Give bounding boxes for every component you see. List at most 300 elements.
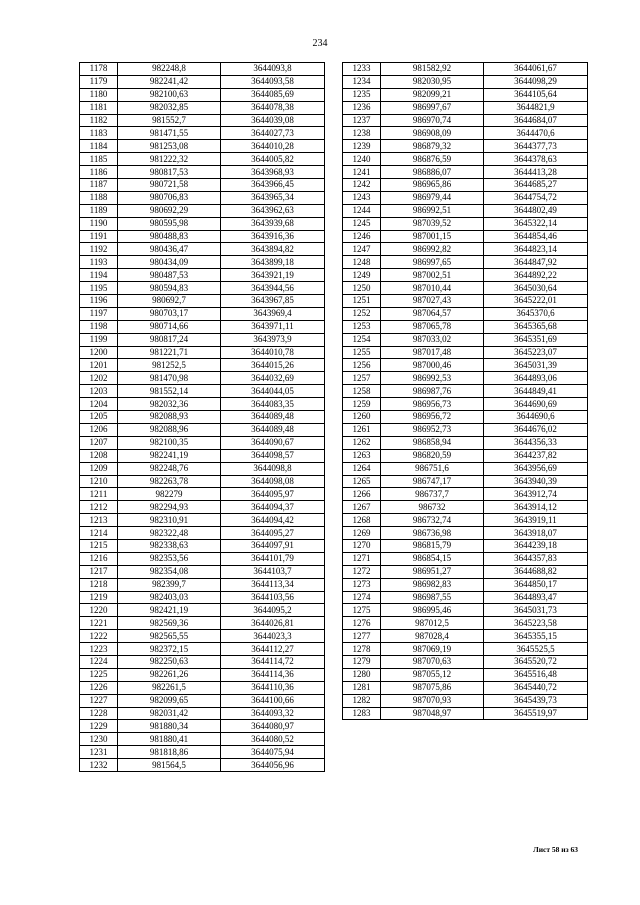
- point-number-cell: 1208: [80, 449, 118, 462]
- y-coordinate-cell: 3644005,82: [221, 153, 325, 166]
- page-number: 234: [312, 38, 328, 49]
- y-coordinate-cell: 3644684,07: [484, 114, 588, 127]
- y-coordinate-cell: 3645355,15: [484, 630, 588, 643]
- table-row: [80, 88, 325, 101]
- point-number-cell: 1240: [343, 153, 381, 166]
- x-coordinate-cell: 987070,63: [381, 655, 484, 668]
- x-coordinate-cell: 986987,55: [381, 591, 484, 604]
- point-number-cell: 1195: [80, 282, 118, 295]
- y-coordinate-cell: 3644090,67: [221, 436, 325, 449]
- table-row: [343, 153, 588, 166]
- table-row: [343, 243, 588, 256]
- x-coordinate-cell: 981221,71: [118, 346, 221, 359]
- x-coordinate-cell: 986737,7: [381, 488, 484, 501]
- x-coordinate-cell: 982099,21: [381, 88, 484, 101]
- x-coordinate-cell: 986876,59: [381, 153, 484, 166]
- x-coordinate-cell: 982248,8: [118, 63, 221, 76]
- table-row: [343, 591, 588, 604]
- point-number-cell: 1185: [80, 153, 118, 166]
- y-coordinate-cell: 3644094,37: [221, 501, 325, 514]
- x-coordinate-cell: 986956,73: [381, 398, 484, 411]
- x-coordinate-cell: 982248,76: [118, 462, 221, 475]
- x-coordinate-cell: 982263,78: [118, 475, 221, 488]
- x-coordinate-cell: 982032,85: [118, 101, 221, 114]
- table-row: [343, 75, 588, 88]
- y-coordinate-cell: 3643940,39: [484, 475, 588, 488]
- y-coordinate-cell: 3644690,69: [484, 398, 588, 411]
- x-coordinate-cell: 987027,43: [381, 295, 484, 308]
- table-row: [80, 552, 325, 565]
- table-row: [343, 707, 588, 720]
- y-coordinate-cell: 3644754,72: [484, 191, 588, 204]
- table-row: [80, 63, 325, 76]
- y-coordinate-cell: 3645370,6: [484, 307, 588, 320]
- x-coordinate-cell: 982032,36: [118, 398, 221, 411]
- point-number-cell: 1265: [343, 475, 381, 488]
- table-row: [80, 617, 325, 630]
- y-coordinate-cell: 3643918,07: [484, 527, 588, 540]
- y-coordinate-cell: 3643899,18: [221, 256, 325, 269]
- table-row: [80, 746, 325, 759]
- table-row: [80, 295, 325, 308]
- y-coordinate-cell: 3644010,28: [221, 140, 325, 153]
- table-row: [343, 694, 588, 707]
- y-coordinate-cell: 3644061,67: [484, 63, 588, 76]
- y-coordinate-cell: 3644357,83: [484, 552, 588, 565]
- x-coordinate-cell: 982569,36: [118, 617, 221, 630]
- table-row: [80, 539, 325, 552]
- table-row: [80, 411, 325, 424]
- table-row: [80, 333, 325, 346]
- x-coordinate-cell: 982354,08: [118, 565, 221, 578]
- table-row: [343, 643, 588, 656]
- point-number-cell: 1197: [80, 307, 118, 320]
- x-coordinate-cell: 982241,42: [118, 75, 221, 88]
- x-coordinate-cell: 982294,93: [118, 501, 221, 514]
- y-coordinate-cell: 3644103,7: [221, 565, 325, 578]
- x-coordinate-cell: 980692,29: [118, 204, 221, 217]
- point-number-cell: 1191: [80, 230, 118, 243]
- x-coordinate-cell: 982241,19: [118, 449, 221, 462]
- table-row: [80, 191, 325, 204]
- table-row: [80, 565, 325, 578]
- table-row: [80, 449, 325, 462]
- x-coordinate-cell: 987070,93: [381, 694, 484, 707]
- table-row: [343, 217, 588, 230]
- table-row: [343, 230, 588, 243]
- x-coordinate-cell: 980817,53: [118, 166, 221, 179]
- table-row: [343, 436, 588, 449]
- point-number-cell: 1196: [80, 295, 118, 308]
- y-coordinate-cell: 3644026,81: [221, 617, 325, 630]
- x-coordinate-cell: 981470,98: [118, 372, 221, 385]
- point-number-cell: 1269: [343, 527, 381, 540]
- x-coordinate-cell: 987001,15: [381, 230, 484, 243]
- y-coordinate-cell: 3643944,56: [221, 282, 325, 295]
- y-coordinate-cell: 3644105,64: [484, 88, 588, 101]
- x-coordinate-cell: 986751,6: [381, 462, 484, 475]
- y-coordinate-cell: 3644356,33: [484, 436, 588, 449]
- point-number-cell: 1230: [80, 733, 118, 746]
- y-coordinate-cell: 3644056,96: [221, 759, 325, 772]
- y-coordinate-cell: 3644044,05: [221, 385, 325, 398]
- x-coordinate-cell: 980703,17: [118, 307, 221, 320]
- y-coordinate-cell: 3643971,11: [221, 320, 325, 333]
- x-coordinate-cell: 980692,7: [118, 295, 221, 308]
- table-row: [343, 617, 588, 630]
- x-coordinate-cell: 987069,19: [381, 643, 484, 656]
- y-coordinate-cell: 3644685,27: [484, 179, 588, 192]
- point-number-cell: 1253: [343, 320, 381, 333]
- y-coordinate-cell: 3643919,11: [484, 514, 588, 527]
- point-number-cell: 1251: [343, 295, 381, 308]
- point-number-cell: 1250: [343, 282, 381, 295]
- x-coordinate-cell: 986979,44: [381, 191, 484, 204]
- point-number-cell: 1180: [80, 88, 118, 101]
- table-row: [343, 359, 588, 372]
- coordinates-table-right: [342, 62, 588, 720]
- point-number-cell: 1221: [80, 617, 118, 630]
- x-coordinate-cell: 987002,51: [381, 269, 484, 282]
- y-coordinate-cell: 3645520,72: [484, 655, 588, 668]
- x-coordinate-cell: 986997,65: [381, 256, 484, 269]
- table-row: [343, 565, 588, 578]
- table-row: [343, 475, 588, 488]
- y-coordinate-cell: 3645030,64: [484, 282, 588, 295]
- y-coordinate-cell: 3644821,9: [484, 101, 588, 114]
- point-number-cell: 1249: [343, 269, 381, 282]
- point-number-cell: 1213: [80, 514, 118, 527]
- point-number-cell: 1201: [80, 359, 118, 372]
- table-row: [80, 359, 325, 372]
- x-coordinate-cell: 982099,65: [118, 694, 221, 707]
- point-number-cell: 1275: [343, 604, 381, 617]
- table-row: [80, 720, 325, 733]
- x-coordinate-cell: 982100,35: [118, 436, 221, 449]
- point-number-cell: 1186: [80, 166, 118, 179]
- y-coordinate-cell: 3644094,42: [221, 514, 325, 527]
- y-coordinate-cell: 3643956,69: [484, 462, 588, 475]
- x-coordinate-cell: 987039,52: [381, 217, 484, 230]
- point-number-cell: 1206: [80, 423, 118, 436]
- point-number-cell: 1246: [343, 230, 381, 243]
- table-row: [80, 269, 325, 282]
- point-number-cell: 1260: [343, 411, 381, 424]
- y-coordinate-cell: 3644112,27: [221, 643, 325, 656]
- x-coordinate-cell: 986747,17: [381, 475, 484, 488]
- x-coordinate-cell: 980487,53: [118, 269, 221, 282]
- y-coordinate-cell: 3644093,58: [221, 75, 325, 88]
- point-number-cell: 1264: [343, 462, 381, 475]
- x-coordinate-cell: 980595,98: [118, 217, 221, 230]
- table-row: [343, 411, 588, 424]
- x-coordinate-cell: 981253,08: [118, 140, 221, 153]
- point-number-cell: 1257: [343, 372, 381, 385]
- table-row: [343, 398, 588, 411]
- y-coordinate-cell: 3644688,82: [484, 565, 588, 578]
- y-coordinate-cell: 3645525,5: [484, 643, 588, 656]
- x-coordinate-cell: 986951,27: [381, 565, 484, 578]
- y-coordinate-cell: 3644089,48: [221, 411, 325, 424]
- x-coordinate-cell: 981222,32: [118, 153, 221, 166]
- y-coordinate-cell: 3644032,69: [221, 372, 325, 385]
- x-coordinate-cell: 982399,7: [118, 578, 221, 591]
- y-coordinate-cell: 3644075,94: [221, 746, 325, 759]
- x-coordinate-cell: 981582,92: [381, 63, 484, 76]
- y-coordinate-cell: 3643914,12: [484, 501, 588, 514]
- point-number-cell: 1245: [343, 217, 381, 230]
- table-row: [343, 127, 588, 140]
- point-number-cell: 1242: [343, 179, 381, 192]
- point-number-cell: 1183: [80, 127, 118, 140]
- point-number-cell: 1225: [80, 668, 118, 681]
- x-coordinate-cell: 986965,86: [381, 179, 484, 192]
- point-number-cell: 1226: [80, 681, 118, 694]
- y-coordinate-cell: 3645440,72: [484, 681, 588, 694]
- y-coordinate-cell: 3644114,36: [221, 668, 325, 681]
- table-row: [80, 604, 325, 617]
- x-coordinate-cell: 982250,63: [118, 655, 221, 668]
- point-number-cell: 1189: [80, 204, 118, 217]
- table-row: [80, 75, 325, 88]
- point-number-cell: 1209: [80, 462, 118, 475]
- table-row: [343, 604, 588, 617]
- point-number-cell: 1188: [80, 191, 118, 204]
- table-row: [80, 707, 325, 720]
- table-row: [343, 527, 588, 540]
- point-number-cell: 1271: [343, 552, 381, 565]
- table-row: [80, 733, 325, 746]
- y-coordinate-cell: 3645223,07: [484, 346, 588, 359]
- y-coordinate-cell: 3644377,73: [484, 140, 588, 153]
- x-coordinate-cell: 986995,46: [381, 604, 484, 617]
- y-coordinate-cell: 3645519,97: [484, 707, 588, 720]
- point-number-cell: 1254: [343, 333, 381, 346]
- table-row: [80, 372, 325, 385]
- table-row: [80, 166, 325, 179]
- x-coordinate-cell: 982565,55: [118, 630, 221, 643]
- table-row: [343, 166, 588, 179]
- point-number-cell: 1277: [343, 630, 381, 643]
- x-coordinate-cell: 986987,76: [381, 385, 484, 398]
- x-coordinate-cell: 982338,63: [118, 539, 221, 552]
- point-number-cell: 1283: [343, 707, 381, 720]
- y-coordinate-cell: 3644093,8: [221, 63, 325, 76]
- point-number-cell: 1192: [80, 243, 118, 256]
- point-number-cell: 1282: [343, 694, 381, 707]
- point-number-cell: 1236: [343, 101, 381, 114]
- y-coordinate-cell: 3644083,35: [221, 398, 325, 411]
- x-coordinate-cell: 987055,12: [381, 668, 484, 681]
- x-coordinate-cell: 986820,59: [381, 449, 484, 462]
- table-row: [343, 114, 588, 127]
- point-number-cell: 1204: [80, 398, 118, 411]
- table-row: [343, 88, 588, 101]
- x-coordinate-cell: 987000,46: [381, 359, 484, 372]
- point-number-cell: 1239: [343, 140, 381, 153]
- point-number-cell: 1194: [80, 269, 118, 282]
- table-row: [343, 191, 588, 204]
- point-number-cell: 1276: [343, 617, 381, 630]
- y-coordinate-cell: 3643939,68: [221, 217, 325, 230]
- point-number-cell: 1263: [343, 449, 381, 462]
- x-coordinate-cell: 987012,5: [381, 617, 484, 630]
- point-number-cell: 1178: [80, 63, 118, 76]
- x-coordinate-cell: 982279: [118, 488, 221, 501]
- point-number-cell: 1217: [80, 565, 118, 578]
- table-row: [80, 643, 325, 656]
- x-coordinate-cell: 986879,32: [381, 140, 484, 153]
- y-coordinate-cell: 3644847,92: [484, 256, 588, 269]
- x-coordinate-cell: 982372,15: [118, 643, 221, 656]
- x-coordinate-cell: 987075,86: [381, 681, 484, 694]
- table-row: [80, 694, 325, 707]
- y-coordinate-cell: 3644113,34: [221, 578, 325, 591]
- table-row: [343, 179, 588, 192]
- y-coordinate-cell: 3645222,01: [484, 295, 588, 308]
- table-row: [80, 127, 325, 140]
- y-coordinate-cell: 3643965,34: [221, 191, 325, 204]
- point-number-cell: 1210: [80, 475, 118, 488]
- y-coordinate-cell: 3644850,17: [484, 578, 588, 591]
- x-coordinate-cell: 981552,14: [118, 385, 221, 398]
- x-coordinate-cell: 980436,47: [118, 243, 221, 256]
- x-coordinate-cell: 980594,83: [118, 282, 221, 295]
- point-number-cell: 1274: [343, 591, 381, 604]
- table-row: [343, 385, 588, 398]
- table-row: [80, 655, 325, 668]
- table-row: [80, 179, 325, 192]
- table-row: [343, 333, 588, 346]
- y-coordinate-cell: 3644892,22: [484, 269, 588, 282]
- y-coordinate-cell: 3644093,32: [221, 707, 325, 720]
- point-number-cell: 1193: [80, 256, 118, 269]
- point-number-cell: 1244: [343, 204, 381, 217]
- point-number-cell: 1207: [80, 436, 118, 449]
- table-row: [80, 630, 325, 643]
- table-row: [80, 514, 325, 527]
- x-coordinate-cell: 982031,42: [118, 707, 221, 720]
- table-row: [80, 101, 325, 114]
- y-coordinate-cell: 3643916,36: [221, 230, 325, 243]
- y-coordinate-cell: 3643921,19: [221, 269, 325, 282]
- x-coordinate-cell: 986732: [381, 501, 484, 514]
- table-row: [80, 243, 325, 256]
- y-coordinate-cell: 3645031,39: [484, 359, 588, 372]
- x-coordinate-cell: 986736,98: [381, 527, 484, 540]
- x-coordinate-cell: 981880,41: [118, 733, 221, 746]
- table-row: [80, 462, 325, 475]
- point-number-cell: 1218: [80, 578, 118, 591]
- table-row: [80, 385, 325, 398]
- point-number-cell: 1243: [343, 191, 381, 204]
- y-coordinate-cell: 3643962,63: [221, 204, 325, 217]
- table-row: [80, 217, 325, 230]
- x-coordinate-cell: 987048,97: [381, 707, 484, 720]
- point-number-cell: 1267: [343, 501, 381, 514]
- x-coordinate-cell: 986956,72: [381, 411, 484, 424]
- x-coordinate-cell: 980721,58: [118, 179, 221, 192]
- x-coordinate-cell: 982088,96: [118, 423, 221, 436]
- y-coordinate-cell: 3643967,85: [221, 295, 325, 308]
- table-row: [80, 436, 325, 449]
- y-coordinate-cell: 3644097,91: [221, 539, 325, 552]
- y-coordinate-cell: 3644089,48: [221, 423, 325, 436]
- table-row: [343, 372, 588, 385]
- table-row: [343, 101, 588, 114]
- y-coordinate-cell: 3644893,47: [484, 591, 588, 604]
- y-coordinate-cell: 3645516,48: [484, 668, 588, 681]
- table-row: [80, 488, 325, 501]
- y-coordinate-cell: 3644676,02: [484, 423, 588, 436]
- table-row: [343, 307, 588, 320]
- x-coordinate-cell: 981818,86: [118, 746, 221, 759]
- point-number-cell: 1219: [80, 591, 118, 604]
- y-coordinate-cell: 3644237,82: [484, 449, 588, 462]
- table-row: [343, 423, 588, 436]
- y-coordinate-cell: 3645351,69: [484, 333, 588, 346]
- table-row: [343, 204, 588, 217]
- point-number-cell: 1199: [80, 333, 118, 346]
- point-number-cell: 1224: [80, 655, 118, 668]
- y-coordinate-cell: 3644078,38: [221, 101, 325, 114]
- y-coordinate-cell: 3644080,97: [221, 720, 325, 733]
- x-coordinate-cell: 986952,73: [381, 423, 484, 436]
- x-coordinate-cell: 987010,44: [381, 282, 484, 295]
- table-row: [343, 63, 588, 76]
- x-coordinate-cell: 982088,93: [118, 411, 221, 424]
- y-coordinate-cell: 3644010,78: [221, 346, 325, 359]
- table-row: [80, 501, 325, 514]
- y-coordinate-cell: 3644690,6: [484, 411, 588, 424]
- point-number-cell: 1203: [80, 385, 118, 398]
- point-number-cell: 1229: [80, 720, 118, 733]
- table-row: [343, 346, 588, 359]
- table-row: [80, 527, 325, 540]
- x-coordinate-cell: 986982,83: [381, 578, 484, 591]
- table-row: [80, 578, 325, 591]
- x-coordinate-cell: 981252,5: [118, 359, 221, 372]
- y-coordinate-cell: 3644893,06: [484, 372, 588, 385]
- point-number-cell: 1266: [343, 488, 381, 501]
- table-row: [80, 204, 325, 217]
- y-coordinate-cell: 3644027,73: [221, 127, 325, 140]
- point-number-cell: 1216: [80, 552, 118, 565]
- point-number-cell: 1235: [343, 88, 381, 101]
- point-number-cell: 1272: [343, 565, 381, 578]
- point-number-cell: 1233: [343, 63, 381, 76]
- table-row: [343, 295, 588, 308]
- point-number-cell: 1231: [80, 746, 118, 759]
- table-row: [343, 655, 588, 668]
- point-number-cell: 1232: [80, 759, 118, 772]
- point-number-cell: 1247: [343, 243, 381, 256]
- table-row: [80, 398, 325, 411]
- point-number-cell: 1255: [343, 346, 381, 359]
- y-coordinate-cell: 3644802,49: [484, 204, 588, 217]
- x-coordinate-cell: 981471,55: [118, 127, 221, 140]
- x-coordinate-cell: 980817,24: [118, 333, 221, 346]
- x-coordinate-cell: 980488,83: [118, 230, 221, 243]
- x-coordinate-cell: 986815,79: [381, 539, 484, 552]
- point-number-cell: 1214: [80, 527, 118, 540]
- y-coordinate-cell: 3644023,3: [221, 630, 325, 643]
- y-coordinate-cell: 3644854,46: [484, 230, 588, 243]
- point-number-cell: 1268: [343, 514, 381, 527]
- x-coordinate-cell: 986992,82: [381, 243, 484, 256]
- y-coordinate-cell: 3644103,56: [221, 591, 325, 604]
- table-row: [343, 140, 588, 153]
